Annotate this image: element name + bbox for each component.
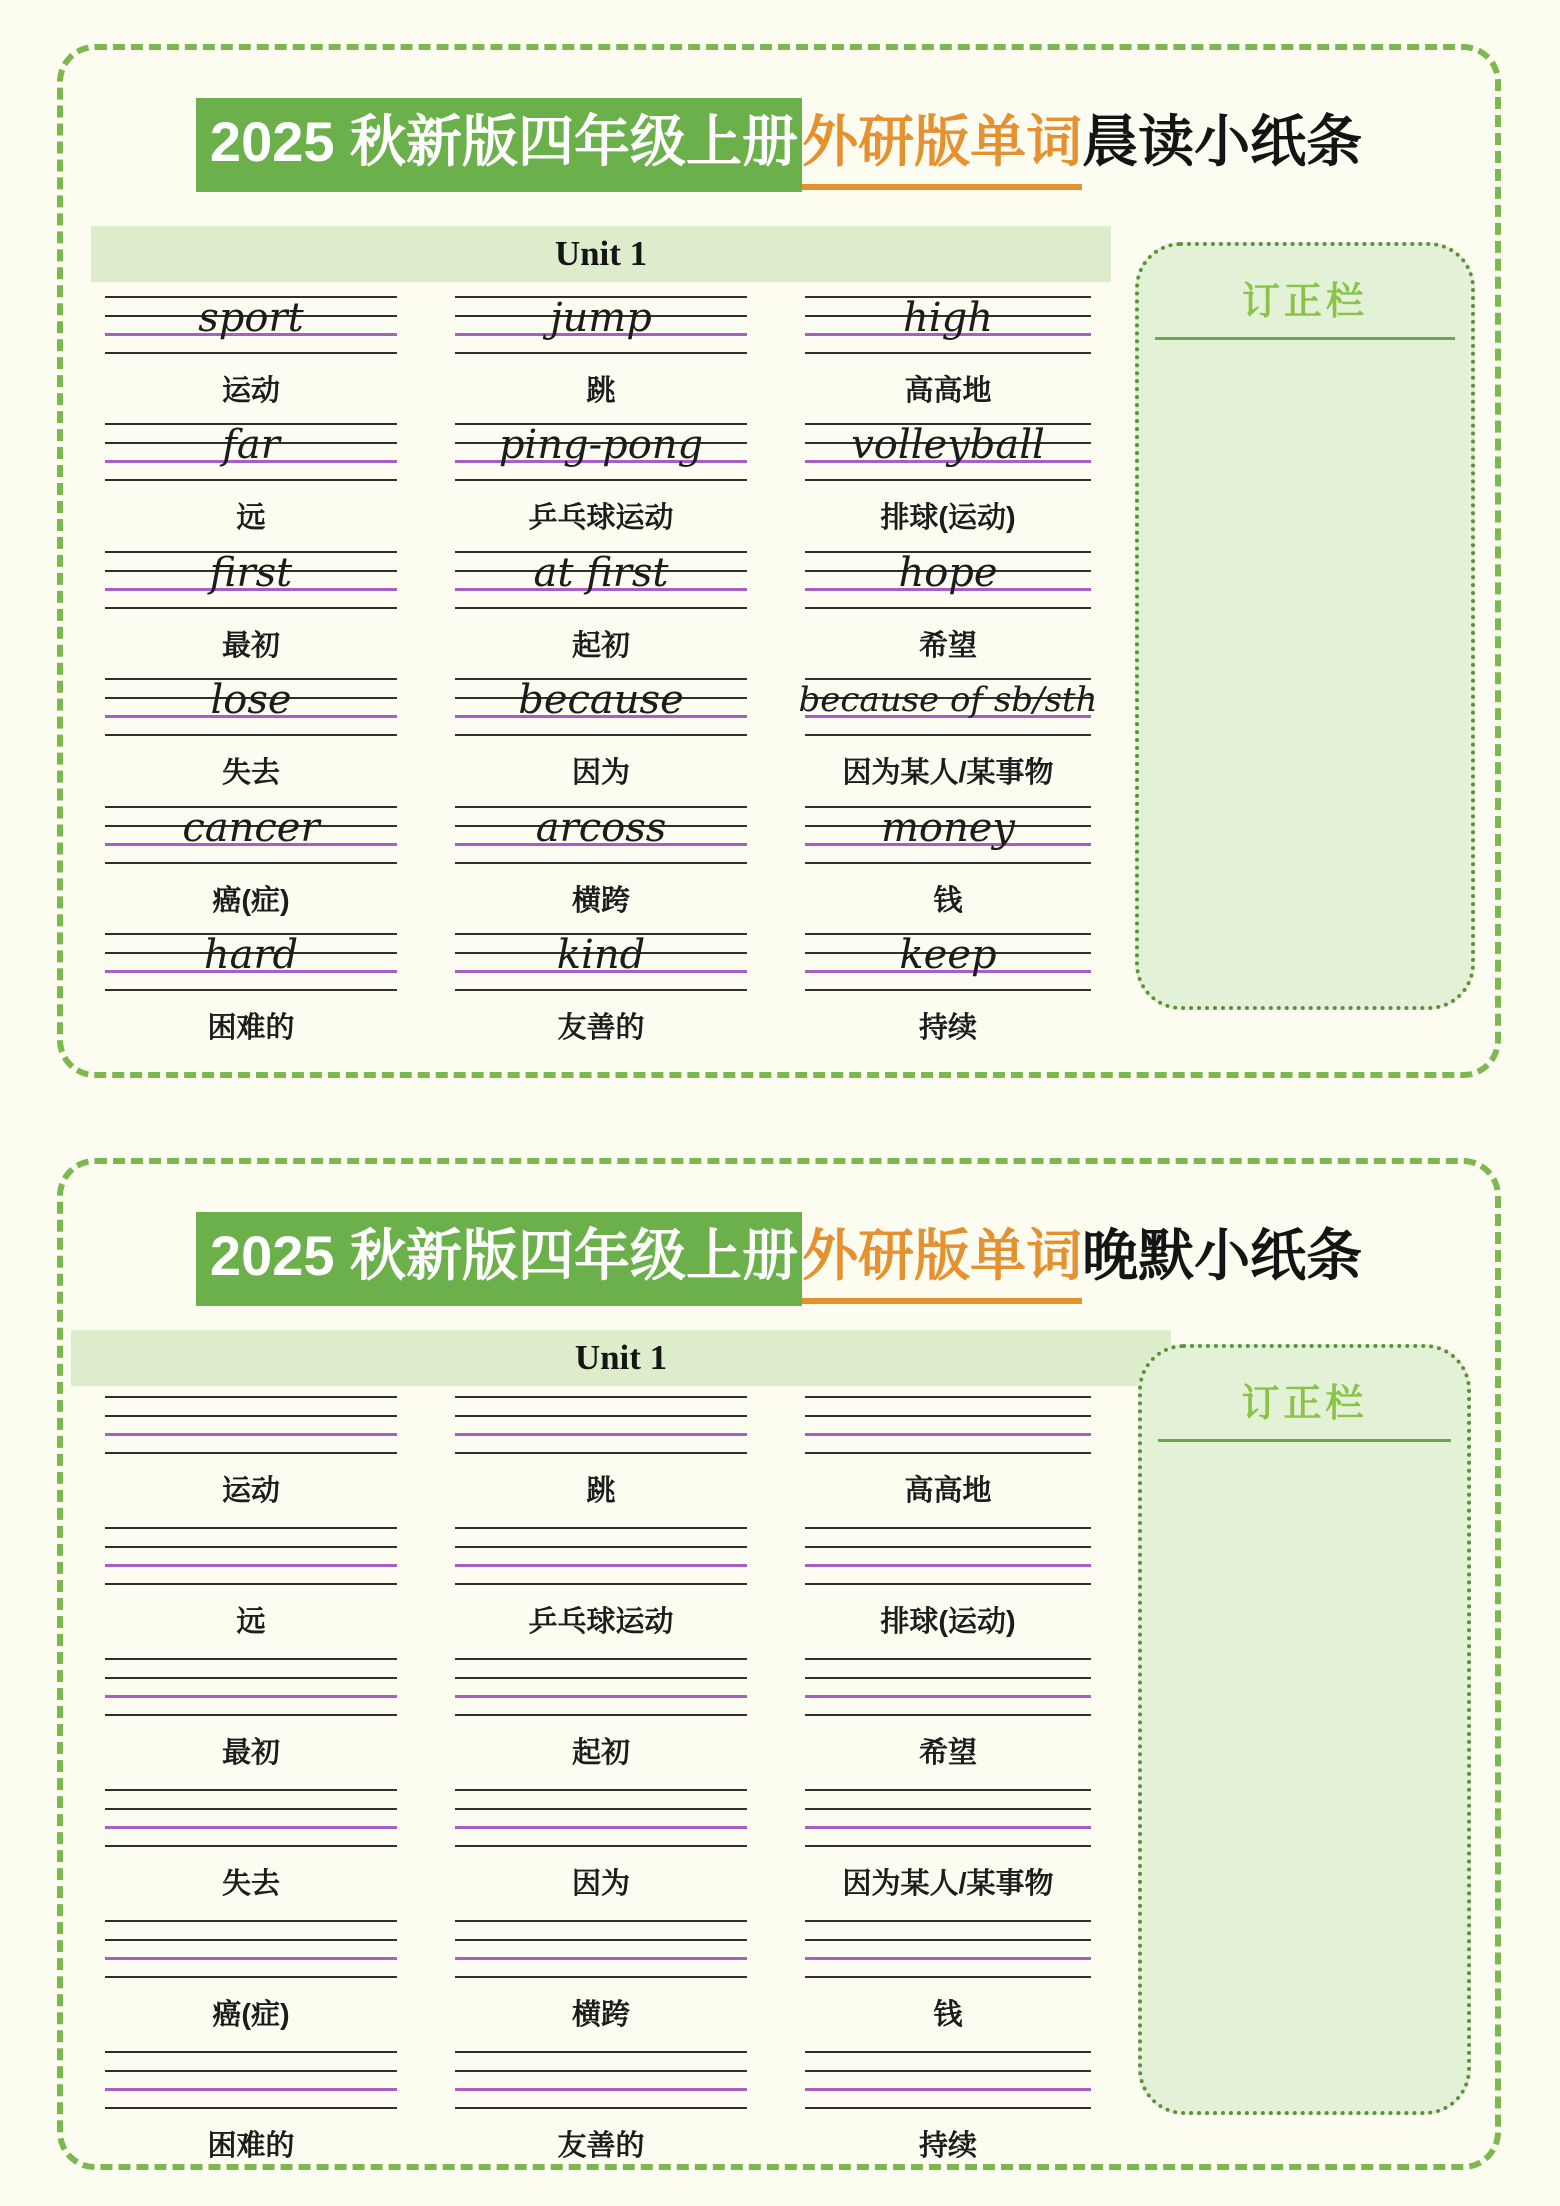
chinese-translation: 希望 xyxy=(918,630,977,662)
handwriting-guides xyxy=(455,1920,747,1977)
handwriting-guides xyxy=(798,678,1098,735)
chinese-translation: 友善的 xyxy=(557,1012,645,1044)
handwriting-guides xyxy=(105,1789,397,1846)
english-word: cancer xyxy=(182,805,320,851)
evening-dictation-panel xyxy=(57,1158,1501,2170)
english-word: money xyxy=(880,805,1016,851)
chinese-translation: 乒乓球运动 xyxy=(528,1606,674,1638)
chinese-translation: 运动 xyxy=(221,1475,280,1507)
chinese-translation: 横跨 xyxy=(571,885,630,917)
word-cell xyxy=(105,1789,397,1902)
handwriting-guides xyxy=(105,1527,397,1584)
word-cell xyxy=(105,1527,397,1640)
handwriting-guides xyxy=(455,1396,747,1453)
word-cell xyxy=(805,1920,1091,2033)
handwriting-guides xyxy=(805,423,1091,480)
english-word: hope xyxy=(898,550,998,596)
word-row xyxy=(63,678,1495,802)
word-cell xyxy=(805,423,1091,536)
chinese-translation: 横跨 xyxy=(571,1999,630,2031)
handwriting-guides xyxy=(455,933,747,990)
handwriting-guides xyxy=(805,2051,1091,2108)
english-word: volleyball xyxy=(851,422,1045,468)
word-cell xyxy=(805,1396,1091,1509)
word-cell xyxy=(105,1920,397,2033)
word-cell xyxy=(805,806,1091,919)
english-word: sport xyxy=(198,295,304,341)
word-cell xyxy=(105,933,397,1046)
chinese-translation: 癌(症) xyxy=(212,1999,290,2031)
handwriting-guides xyxy=(105,1658,397,1715)
chinese-translation: 跳 xyxy=(586,1475,616,1507)
handwriting-guides xyxy=(455,296,747,353)
handwriting-guides xyxy=(105,1920,397,1977)
chinese-translation: 因为 xyxy=(571,757,630,789)
chinese-translation: 排球(运动) xyxy=(880,502,1016,534)
title-press-edition: 外研版单词 xyxy=(802,1228,1082,1304)
english-word: lose xyxy=(210,677,292,723)
handwriting-guides xyxy=(455,1527,747,1584)
unit-header: Unit 1 xyxy=(71,1330,1171,1386)
unit-header: Unit 1 xyxy=(91,226,1111,282)
handwriting-guides xyxy=(805,551,1091,608)
word-cell xyxy=(455,806,747,919)
english-word: because of sb/sth xyxy=(798,680,1098,720)
chinese-translation: 高高地 xyxy=(904,1475,992,1507)
handwriting-guides xyxy=(105,933,397,990)
title-suffix: 晚默小纸条 xyxy=(1082,1224,1363,1287)
handwriting-guides xyxy=(455,423,747,480)
chinese-translation: 失去 xyxy=(221,757,280,789)
english-word: kind xyxy=(556,932,646,978)
chinese-translation: 跳 xyxy=(586,375,616,407)
handwriting-guides xyxy=(455,1789,747,1846)
word-cell xyxy=(455,1920,747,2033)
handwriting-guides xyxy=(805,296,1091,353)
chinese-translation: 持续 xyxy=(918,2130,977,2162)
word-cell xyxy=(105,2051,397,2164)
word-row xyxy=(63,296,1495,420)
correction-box-title: 订正栏 xyxy=(1241,281,1368,323)
word-cell xyxy=(105,551,397,664)
chinese-translation: 因为某人/某事物 xyxy=(842,757,1054,789)
word-cell xyxy=(805,1527,1091,1640)
chinese-translation: 起初 xyxy=(571,630,630,662)
word-row xyxy=(63,1658,1495,1782)
handwriting-guides xyxy=(805,1527,1091,1584)
handwriting-guides xyxy=(455,551,747,608)
english-word: hard xyxy=(203,932,299,978)
handwriting-guides xyxy=(105,551,397,608)
word-cell xyxy=(805,296,1091,409)
chinese-translation: 钱 xyxy=(933,1999,963,2031)
chinese-translation: 最初 xyxy=(221,630,280,662)
english-word: jump xyxy=(550,295,652,341)
english-word: far xyxy=(222,422,280,468)
handwriting-guides xyxy=(805,1658,1091,1715)
word-cell xyxy=(105,296,397,409)
page-title xyxy=(63,98,1495,192)
word-row xyxy=(63,1527,1495,1651)
chinese-translation: 乒乓球运动 xyxy=(528,502,674,534)
handwriting-guides xyxy=(455,1658,747,1715)
word-cell xyxy=(798,678,1098,791)
word-cell xyxy=(105,806,397,919)
handwriting-guides xyxy=(805,1920,1091,1977)
word-cell xyxy=(455,2051,747,2164)
word-row xyxy=(63,423,1495,547)
word-cell xyxy=(455,933,747,1046)
chinese-translation: 困难的 xyxy=(207,2130,295,2162)
english-word: arcoss xyxy=(535,805,667,851)
english-word: at first xyxy=(533,550,669,596)
word-cell xyxy=(455,296,747,409)
handwriting-guides xyxy=(805,1789,1091,1846)
chinese-translation: 运动 xyxy=(221,375,280,407)
english-word: ping-pong xyxy=(498,422,704,468)
word-cell xyxy=(455,1789,747,1902)
handwriting-guides xyxy=(455,2051,747,2108)
handwriting-guides xyxy=(105,423,397,480)
word-cell xyxy=(805,933,1091,1046)
chinese-translation: 癌(症) xyxy=(212,885,290,917)
word-row xyxy=(63,1920,1495,2044)
handwriting-guides xyxy=(805,933,1091,990)
word-cell xyxy=(105,678,397,791)
word-cell xyxy=(805,551,1091,664)
handwriting-guides xyxy=(105,1396,397,1453)
chinese-translation: 钱 xyxy=(933,885,963,917)
title-press-edition: 外研版单词 xyxy=(802,114,1082,190)
title-suffix: 晨读小纸条 xyxy=(1082,110,1363,173)
chinese-translation: 高高地 xyxy=(904,375,992,407)
word-cell xyxy=(455,1396,747,1509)
chinese-translation: 远 xyxy=(236,1606,266,1638)
word-row xyxy=(63,806,1495,930)
chinese-translation: 最初 xyxy=(221,1737,280,1769)
chinese-translation: 持续 xyxy=(918,1012,977,1044)
english-word: high xyxy=(903,295,993,341)
word-cell xyxy=(455,1527,747,1640)
word-cell xyxy=(805,1789,1091,1902)
word-cell xyxy=(455,678,747,791)
english-word: because xyxy=(518,677,684,723)
word-cell xyxy=(455,1658,747,1771)
handwriting-guides xyxy=(455,678,747,735)
word-cell xyxy=(805,2051,1091,2164)
handwriting-guides xyxy=(455,806,747,863)
chinese-translation: 希望 xyxy=(918,1737,977,1769)
handwriting-guides xyxy=(805,806,1091,863)
handwriting-guides xyxy=(805,1396,1091,1453)
english-word: first xyxy=(209,550,293,596)
chinese-translation: 排球(运动) xyxy=(880,1606,1016,1638)
word-row xyxy=(63,933,1495,1057)
handwriting-guides xyxy=(105,2051,397,2108)
word-cell xyxy=(105,423,397,536)
word-cell xyxy=(805,1658,1091,1771)
english-word: keep xyxy=(899,932,997,978)
handwriting-guides xyxy=(105,806,397,863)
word-row xyxy=(63,1396,1495,1520)
chinese-translation: 因为 xyxy=(571,1868,630,1900)
handwriting-guides xyxy=(105,678,397,735)
word-cell xyxy=(105,1658,397,1771)
chinese-translation: 友善的 xyxy=(557,2130,645,2162)
word-row xyxy=(63,551,1495,675)
chinese-translation: 失去 xyxy=(221,1868,280,1900)
chinese-translation: 因为某人/某事物 xyxy=(842,1868,1054,1900)
word-row xyxy=(63,2051,1495,2175)
correction-box-title: 订正栏 xyxy=(1241,1383,1368,1425)
morning-reading-panel xyxy=(57,44,1501,1078)
word-cell xyxy=(105,1396,397,1509)
page-title xyxy=(63,1212,1495,1306)
chinese-translation: 远 xyxy=(236,502,266,534)
title-highlight: 2025 秋新版四年级上册 xyxy=(196,1212,802,1306)
word-cell xyxy=(455,551,747,664)
chinese-translation: 起初 xyxy=(571,1737,630,1769)
word-row xyxy=(63,1789,1495,1913)
chinese-translation: 困难的 xyxy=(207,1012,295,1044)
title-highlight: 2025 秋新版四年级上册 xyxy=(196,98,802,192)
word-cell xyxy=(455,423,747,536)
handwriting-guides xyxy=(105,296,397,353)
